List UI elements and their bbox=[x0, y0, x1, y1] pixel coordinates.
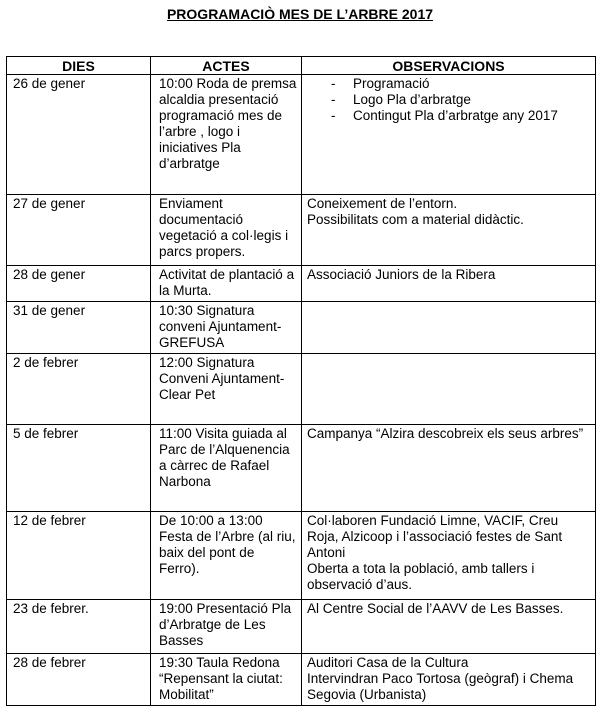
observacio-line: Associació Juniors de la Ribera bbox=[307, 267, 496, 282]
header-actes: ACTES bbox=[151, 57, 302, 75]
cell-actes: 19:30 Taula Redona “Repensant la ciutat: Mobilitat” bbox=[151, 654, 302, 706]
observacio-line: Intervindran Paco Tortosa (geògraf) i Chema Segovia (Urbanista) bbox=[307, 671, 574, 702]
cell-dies: 27 de gener bbox=[7, 195, 151, 266]
list-item: - Logo Pla d’arbratge bbox=[331, 92, 591, 108]
program-table bbox=[6, 56, 596, 706]
table-row bbox=[7, 654, 596, 706]
cell-dies: 12 de febrer bbox=[7, 512, 151, 600]
cell-dies: 2 de febrer bbox=[7, 354, 151, 425]
cell-observacions bbox=[302, 512, 596, 600]
document-title: PROGRAMACIÒ MES DE L’ARBRE 2017 bbox=[166, 6, 434, 22]
table-row bbox=[7, 600, 596, 654]
observacio-line: Campanya “Alzira descobreix els seus arbres” bbox=[307, 426, 584, 441]
list-item: - Programació bbox=[331, 76, 591, 92]
cell-actes: Activitat de plantació a la Murta. bbox=[151, 266, 302, 302]
cell-dies: 5 de febrer bbox=[7, 425, 151, 512]
table-row bbox=[7, 302, 596, 354]
observacio-line: Col·laboren Fundació Limne, VACIF, Creu Roja, Alzicoop i l’associació festes de Sant Antoni bbox=[307, 513, 563, 560]
cell-observacions bbox=[302, 266, 596, 302]
cell-observacions bbox=[302, 195, 596, 266]
header-dies: DIES bbox=[7, 57, 151, 75]
list-item: - Contingut Pla d’arbratge any 2017 bbox=[331, 108, 591, 124]
table-row bbox=[7, 266, 596, 302]
cell-actes: 19:00 Presentació Pla d’Arbratge de Les Basses bbox=[151, 600, 302, 654]
cell-observacions bbox=[302, 75, 596, 195]
cell-dies: 31 de gener bbox=[7, 302, 151, 354]
observacio-line: Auditori Casa de la Cultura bbox=[307, 655, 469, 670]
table-row bbox=[7, 425, 596, 512]
cell-observacions bbox=[302, 600, 596, 654]
cell-actes: Enviament documentació vegetació a col·legis i parcs propers. bbox=[151, 195, 302, 266]
cell-observacions bbox=[302, 302, 596, 354]
table-row bbox=[7, 354, 596, 425]
observacio-line: Possibilitats com a material didàctic. bbox=[307, 212, 524, 227]
cell-dies: 26 de gener bbox=[7, 75, 151, 195]
observacio-line: Oberta a tota la població, amb tallers i observació d’aus. bbox=[307, 561, 535, 592]
header-observacions: OBSERVACIONS bbox=[302, 57, 596, 75]
cell-actes: 10:00 Roda de premsa alcaldia presentació programació mes de l’arbre , logo i iniciatives Pla d’arbratge bbox=[151, 75, 302, 195]
cell-dies: 28 de gener bbox=[7, 266, 151, 302]
table-header-row bbox=[7, 57, 596, 75]
cell-actes: 11:00 Visita guiada al Parc de l’Alquenencia a càrrec de Rafael Narbona bbox=[151, 425, 302, 512]
observacio-line: Coneixement de l’entorn. bbox=[307, 196, 458, 211]
cell-actes: 10:30 Signatura conveni Ajuntament-GREFUSA bbox=[151, 302, 302, 354]
observacions-list bbox=[307, 76, 591, 124]
cell-observacions bbox=[302, 354, 596, 425]
cell-observacions bbox=[302, 654, 596, 706]
table-row bbox=[7, 512, 596, 600]
observacio-line: Al Centre Social de l’AAVV de Les Basses. bbox=[307, 601, 564, 616]
table-row bbox=[7, 75, 596, 195]
cell-actes: 12:00 Signatura Conveni Ajuntament-Clear Pet bbox=[151, 354, 302, 425]
cell-observacions bbox=[302, 425, 596, 512]
cell-dies: 23 de febrer. bbox=[7, 600, 151, 654]
cell-actes: De 10:00 a 13:00 Festa de l’Arbre (al riu, baix del pont de Ferro). bbox=[151, 512, 302, 600]
cell-dies: 28 de febrer bbox=[7, 654, 151, 706]
table-row bbox=[7, 195, 596, 266]
